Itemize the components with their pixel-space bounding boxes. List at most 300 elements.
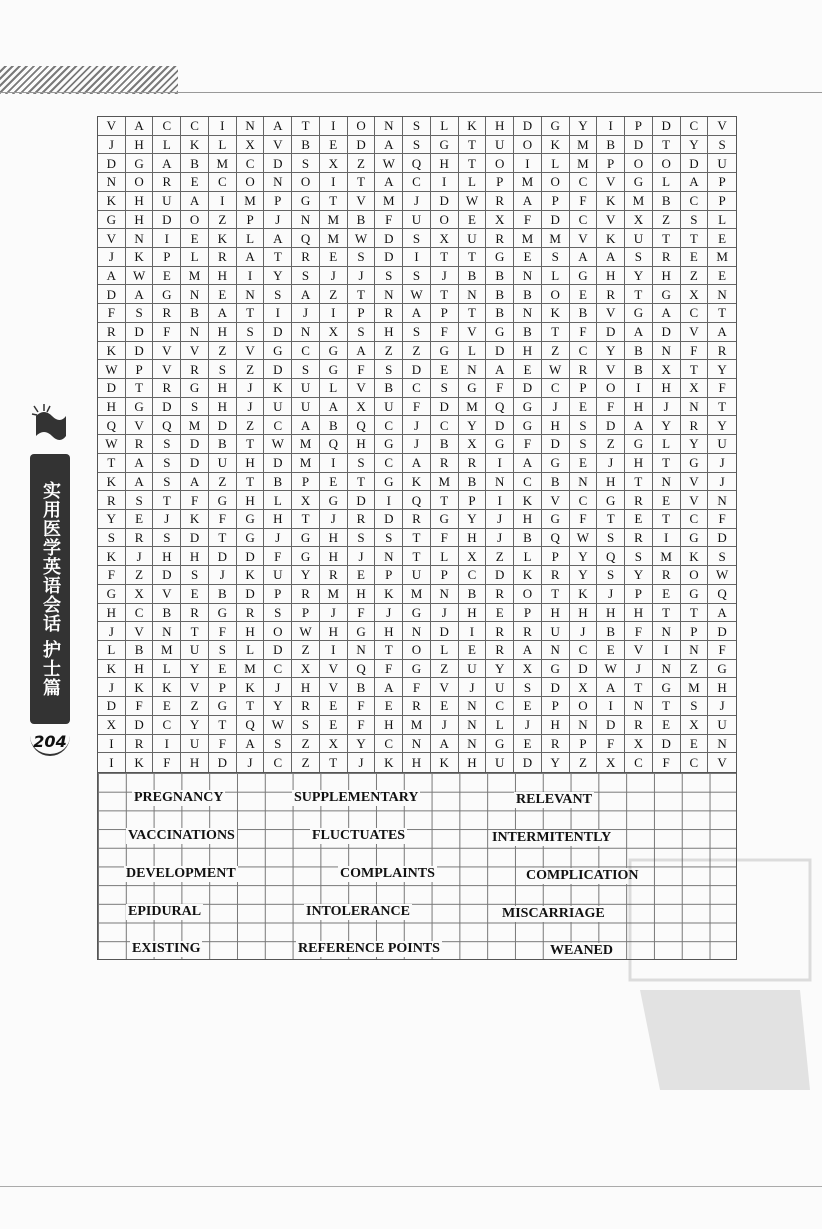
grid-cell: T — [237, 304, 265, 323]
grid-cell: E — [375, 697, 403, 716]
grid-cell: T — [459, 136, 487, 155]
grid-cell: N — [126, 229, 154, 248]
grid-cell: P — [708, 173, 736, 192]
grid-cell: P — [264, 192, 292, 211]
grid-cell: M — [320, 585, 348, 604]
grid-cell: K — [459, 117, 487, 136]
grid-cell: F — [597, 735, 625, 754]
grid-cell: A — [708, 323, 736, 342]
word-item: DEVELOPMENT — [126, 866, 236, 881]
grid-cell: G — [681, 454, 709, 473]
grid-cell: W — [348, 229, 376, 248]
grid-cell: Q — [292, 229, 320, 248]
grid-cell: V — [681, 491, 709, 510]
grid-cell: H — [459, 604, 487, 623]
grid-cell: Y — [264, 697, 292, 716]
grid-cell: C — [153, 117, 181, 136]
grid-cell: P — [570, 735, 598, 754]
grid-cell: R — [126, 529, 154, 548]
grid-cell: D — [126, 323, 154, 342]
grid-cell: S — [181, 566, 209, 585]
grid-cell: G — [375, 473, 403, 492]
grid-cell: T — [320, 753, 348, 772]
grid-cell: H — [153, 547, 181, 566]
grid-cell: G — [625, 173, 653, 192]
grid-cell: B — [542, 473, 570, 492]
grid-cell: S — [348, 454, 376, 473]
grid-cell: X — [625, 211, 653, 230]
grid-cell: W — [459, 192, 487, 211]
grid-cell: F — [570, 192, 598, 211]
grid-cell: B — [375, 379, 403, 398]
grid-cell: U — [403, 211, 431, 230]
grid-cell: X — [597, 753, 625, 772]
grid-cell: U — [209, 454, 237, 473]
grid-cell: Z — [292, 753, 320, 772]
grid-cell: E — [320, 136, 348, 155]
grid-cell: Y — [292, 566, 320, 585]
grid-cell: U — [181, 735, 209, 754]
grid-cell: O — [348, 117, 376, 136]
grid-cell: Z — [681, 660, 709, 679]
grid-cell: E — [431, 360, 459, 379]
grid-cell: N — [181, 323, 209, 342]
grid-cell: F — [375, 660, 403, 679]
grid-cell: J — [653, 398, 681, 417]
grid-cell: H — [625, 604, 653, 623]
grid-cell: H — [403, 753, 431, 772]
grid-cell: O — [431, 211, 459, 230]
grid-cell: B — [514, 529, 542, 548]
grid-cell: X — [486, 211, 514, 230]
grid-cell: D — [514, 379, 542, 398]
grid-cell: M — [237, 192, 265, 211]
grid-cell: E — [570, 285, 598, 304]
grid-cell: S — [209, 641, 237, 660]
grid-cell: V — [625, 641, 653, 660]
grid-cell: Y — [625, 267, 653, 286]
grid-cell: J — [431, 604, 459, 623]
grid-cell: P — [153, 248, 181, 267]
grid-cell: B — [320, 416, 348, 435]
grid-cell: L — [431, 547, 459, 566]
grid-cell: F — [348, 604, 376, 623]
grid-cell: C — [625, 753, 653, 772]
grid-cell: V — [597, 211, 625, 230]
grid-cell: Q — [237, 716, 265, 735]
grid-cell: R — [459, 454, 487, 473]
grid-cell: H — [375, 622, 403, 641]
grid-cell: C — [375, 735, 403, 754]
grid-cell: H — [486, 117, 514, 136]
grid-cell: Z — [542, 342, 570, 361]
grid-cell: Y — [625, 566, 653, 585]
grid-cell: Z — [681, 267, 709, 286]
grid-cell: H — [625, 454, 653, 473]
grid-cell: S — [514, 678, 542, 697]
grid-cell: X — [570, 678, 598, 697]
grid-cell: T — [237, 473, 265, 492]
grid-cell: P — [542, 192, 570, 211]
grid-cell: Q — [486, 398, 514, 417]
grid-cell: U — [708, 716, 736, 735]
grid-cell: A — [681, 173, 709, 192]
grid-cell: F — [486, 379, 514, 398]
grid-cell: D — [653, 117, 681, 136]
grid-cell: A — [597, 678, 625, 697]
grid-cell: J — [320, 510, 348, 529]
grid-cell: A — [292, 416, 320, 435]
grid-cell: C — [431, 416, 459, 435]
grid-cell: V — [597, 360, 625, 379]
grid-cell: D — [264, 360, 292, 379]
grid-cell: G — [209, 697, 237, 716]
grid-cell: H — [542, 604, 570, 623]
grid-cell: A — [597, 248, 625, 267]
grid-cell: F — [403, 398, 431, 417]
grid-cell: J — [403, 192, 431, 211]
grid-cell: U — [292, 379, 320, 398]
grid-cell: E — [348, 566, 376, 585]
grid-cell: P — [708, 192, 736, 211]
grid-cell: N — [570, 473, 598, 492]
grid-cell: A — [625, 323, 653, 342]
grid-cell: B — [459, 585, 487, 604]
grid-cell: V — [320, 660, 348, 679]
grid-cell: C — [681, 117, 709, 136]
grid-cell: T — [653, 229, 681, 248]
grid-cell: S — [153, 435, 181, 454]
grid-cell: L — [153, 660, 181, 679]
grid-cell: U — [181, 641, 209, 660]
grid-cell: H — [126, 211, 154, 230]
grid-cell: E — [153, 267, 181, 286]
grid-cell: R — [570, 360, 598, 379]
grid-cell: S — [237, 323, 265, 342]
grid-cell: H — [653, 267, 681, 286]
grid-cell: H — [209, 323, 237, 342]
grid-cell: J — [264, 211, 292, 230]
grid-cell: P — [625, 585, 653, 604]
grid-cell: Z — [348, 154, 376, 173]
grid-cell: J — [375, 604, 403, 623]
grid-cell: A — [181, 192, 209, 211]
grid-cell: G — [486, 323, 514, 342]
grid-cell: R — [209, 248, 237, 267]
grid-cell: T — [542, 323, 570, 342]
grid-cell: K — [153, 678, 181, 697]
grid-cell: T — [459, 248, 487, 267]
grid-cell: F — [153, 753, 181, 772]
grid-cell: V — [126, 622, 154, 641]
grid-cell: P — [625, 117, 653, 136]
grid-cell: H — [126, 660, 154, 679]
grid-cell: J — [153, 510, 181, 529]
grid-cell: M — [153, 641, 181, 660]
grid-cell: A — [403, 304, 431, 323]
grid-cell: V — [570, 229, 598, 248]
grid-cell: C — [403, 173, 431, 192]
grid-cell: S — [292, 716, 320, 735]
grid-cell: E — [514, 248, 542, 267]
grid-cell: S — [681, 211, 709, 230]
grid-cell: W — [292, 622, 320, 641]
grid-cell: A — [209, 304, 237, 323]
grid-cell: T — [625, 285, 653, 304]
grid-cell: B — [126, 641, 154, 660]
grid-cell: I — [153, 229, 181, 248]
grid-cell: R — [625, 716, 653, 735]
grid-cell: T — [181, 622, 209, 641]
grid-cell: V — [153, 360, 181, 379]
grid-cell: I — [237, 267, 265, 286]
grid-cell: E — [514, 360, 542, 379]
grid-cell: T — [348, 473, 376, 492]
grid-cell: D — [126, 716, 154, 735]
grid-cell: T — [153, 491, 181, 510]
grid-cell: D — [570, 660, 598, 679]
grid-cell: Z — [209, 342, 237, 361]
grid-cell: E — [681, 735, 709, 754]
grid-cell: P — [431, 566, 459, 585]
grid-cell: B — [514, 323, 542, 342]
grid-cell: J — [237, 753, 265, 772]
grid-cell: Q — [542, 529, 570, 548]
grid-cell: M — [625, 192, 653, 211]
grid-cell: U — [459, 660, 487, 679]
grid-cell: J — [403, 435, 431, 454]
grid-cell: F — [570, 510, 598, 529]
grid-cell: P — [126, 360, 154, 379]
grid-cell: S — [264, 735, 292, 754]
grid-cell: E — [320, 248, 348, 267]
grid-cell: V — [153, 585, 181, 604]
grid-cell: E — [625, 510, 653, 529]
grid-cell: N — [514, 267, 542, 286]
grid-cell: O — [542, 285, 570, 304]
grid-cell: S — [597, 566, 625, 585]
grid-cell: C — [570, 173, 598, 192]
grid-cell: M — [320, 229, 348, 248]
grid-cell: R — [681, 416, 709, 435]
grid-cell: M — [542, 229, 570, 248]
grid-cell: J — [320, 604, 348, 623]
book-flag-icon — [30, 402, 70, 452]
grid-cell: T — [98, 454, 126, 473]
grid-cell: F — [403, 678, 431, 697]
grid-cell: L — [237, 641, 265, 660]
grid-cell: S — [375, 267, 403, 286]
grid-cell: M — [403, 585, 431, 604]
word-list — [97, 773, 737, 960]
grid-cell: E — [708, 267, 736, 286]
grid-cell: P — [292, 604, 320, 623]
grid-cell: P — [542, 547, 570, 566]
grid-cell: O — [653, 154, 681, 173]
grid-cell: V — [717, 755, 727, 771]
grid-cell: G — [625, 435, 653, 454]
grid-cell: V — [431, 678, 459, 697]
grid-cell: K — [98, 660, 126, 679]
grid-cell: I — [597, 117, 625, 136]
grid-cell: H — [209, 398, 237, 417]
grid-cell: A — [237, 735, 265, 754]
grid-cell: C — [681, 510, 709, 529]
grid-cell: G — [542, 117, 570, 136]
grid-cell: A — [126, 285, 154, 304]
grid-cell: I — [597, 697, 625, 716]
grid-cell: I — [514, 154, 542, 173]
grid-cell: F — [348, 716, 376, 735]
grid-cell: Z — [209, 211, 237, 230]
grid-cell: W — [264, 435, 292, 454]
grid-cell: G — [542, 454, 570, 473]
grid-cell: I — [320, 641, 348, 660]
grid-cell: X — [514, 660, 542, 679]
grid-cell: B — [486, 285, 514, 304]
grid-cell: R — [486, 229, 514, 248]
grid-cell: H — [181, 547, 209, 566]
grid-cell: R — [653, 566, 681, 585]
grid-cell: H — [320, 529, 348, 548]
grid-cell: Y — [570, 117, 598, 136]
grid-cell: O — [403, 641, 431, 660]
grid-cell: K — [181, 510, 209, 529]
grid-cell: H — [98, 398, 126, 417]
grid-cell: B — [597, 622, 625, 641]
grid-cell: G — [264, 342, 292, 361]
side-tab-title: 实用医学英语会话 护士篇 — [30, 454, 70, 724]
grid-cell: Q — [403, 491, 431, 510]
grid-cell: J — [98, 678, 126, 697]
grid-cell: U — [459, 229, 487, 248]
grid-cell: H — [209, 379, 237, 398]
grid-cell: Z — [375, 342, 403, 361]
grid-cell: D — [653, 735, 681, 754]
grid-cell: C — [209, 173, 237, 192]
grid-cell: M — [209, 154, 237, 173]
grid-cell: Z — [403, 342, 431, 361]
word-item: WEANED — [550, 943, 614, 958]
grid-cell: S — [264, 285, 292, 304]
grid-cell: R — [153, 379, 181, 398]
grid-cell: U — [625, 229, 653, 248]
grid-cell: R — [625, 491, 653, 510]
grid-cell: F — [209, 622, 237, 641]
grid-cell: T — [653, 510, 681, 529]
grid-cell: O — [681, 566, 709, 585]
grid-cell: Y — [708, 416, 736, 435]
grid-cell: K — [403, 473, 431, 492]
grid-cell: F — [708, 510, 736, 529]
grid-cell: S — [348, 248, 376, 267]
grid-cell: D — [597, 716, 625, 735]
grid-cell: Q — [348, 660, 376, 679]
grid-cell: T — [542, 585, 570, 604]
grid-cell: B — [459, 473, 487, 492]
grid-cell: I — [264, 304, 292, 323]
grid-cell: Y — [348, 735, 376, 754]
grid-cell: B — [431, 435, 459, 454]
grid-cell: G — [708, 660, 736, 679]
grid-cell: O — [514, 585, 542, 604]
grid-cell: S — [431, 379, 459, 398]
grid-cell: S — [98, 529, 126, 548]
grid-cell: N — [681, 398, 709, 417]
grid-cell: D — [237, 585, 265, 604]
grid-cell: F — [375, 211, 403, 230]
grid-cell: B — [348, 678, 376, 697]
grid-cell: D — [403, 360, 431, 379]
grid-cell: N — [459, 285, 487, 304]
grid-cell: K — [126, 248, 154, 267]
grid-cell: H — [625, 398, 653, 417]
grid-cell: E — [486, 604, 514, 623]
word-item: EXISTING — [132, 941, 201, 956]
grid-cell: L — [542, 267, 570, 286]
grid-cell: N — [681, 641, 709, 660]
grid-cell: G — [292, 529, 320, 548]
grid-cell: D — [375, 510, 403, 529]
grid-cell: X — [681, 285, 709, 304]
grid-cell: T — [320, 192, 348, 211]
grid-cell: D — [181, 435, 209, 454]
grid-cell: X — [653, 360, 681, 379]
grid-cell: H — [209, 267, 237, 286]
grid-cell: K — [209, 229, 237, 248]
grid-cell: N — [459, 716, 487, 735]
grid-cell: A — [237, 248, 265, 267]
grid-cell: Y — [570, 566, 598, 585]
grid-cell: F — [708, 379, 736, 398]
grid-cell: E — [320, 716, 348, 735]
grid-cell: J — [348, 547, 376, 566]
grid-cell: E — [209, 285, 237, 304]
grid-cell: G — [681, 529, 709, 548]
grid-cell: J — [597, 454, 625, 473]
grid-cell: M — [181, 416, 209, 435]
grid-cell: I — [403, 248, 431, 267]
grid-cell: Y — [681, 435, 709, 454]
grid-cell: N — [708, 285, 736, 304]
grid-cell: A — [98, 267, 126, 286]
grid-cell: S — [375, 360, 403, 379]
grid-cell: J — [98, 136, 126, 155]
grid-cell: N — [570, 716, 598, 735]
grid-cell: J — [98, 248, 126, 267]
grid-cell: E — [459, 211, 487, 230]
grid-cell: Q — [403, 154, 431, 173]
grid-cell: Z — [181, 697, 209, 716]
grid-cell: F — [514, 435, 542, 454]
grid-cell: R — [486, 641, 514, 660]
grid-cell: A — [403, 454, 431, 473]
grid-cell: N — [459, 735, 487, 754]
grid-cell: G — [292, 547, 320, 566]
grid-cell: N — [653, 622, 681, 641]
grid-cell: R — [153, 304, 181, 323]
grid-cell: D — [264, 454, 292, 473]
grid-cell: H — [348, 435, 376, 454]
grid-cell: D — [625, 136, 653, 155]
grid-cell: K — [98, 547, 126, 566]
grid-cell: T — [653, 136, 681, 155]
grid-cell: E — [181, 229, 209, 248]
grid-cell: J — [431, 716, 459, 735]
grid-cell: J — [237, 398, 265, 417]
grid-cell: G — [459, 379, 487, 398]
grid-cell: Z — [209, 473, 237, 492]
